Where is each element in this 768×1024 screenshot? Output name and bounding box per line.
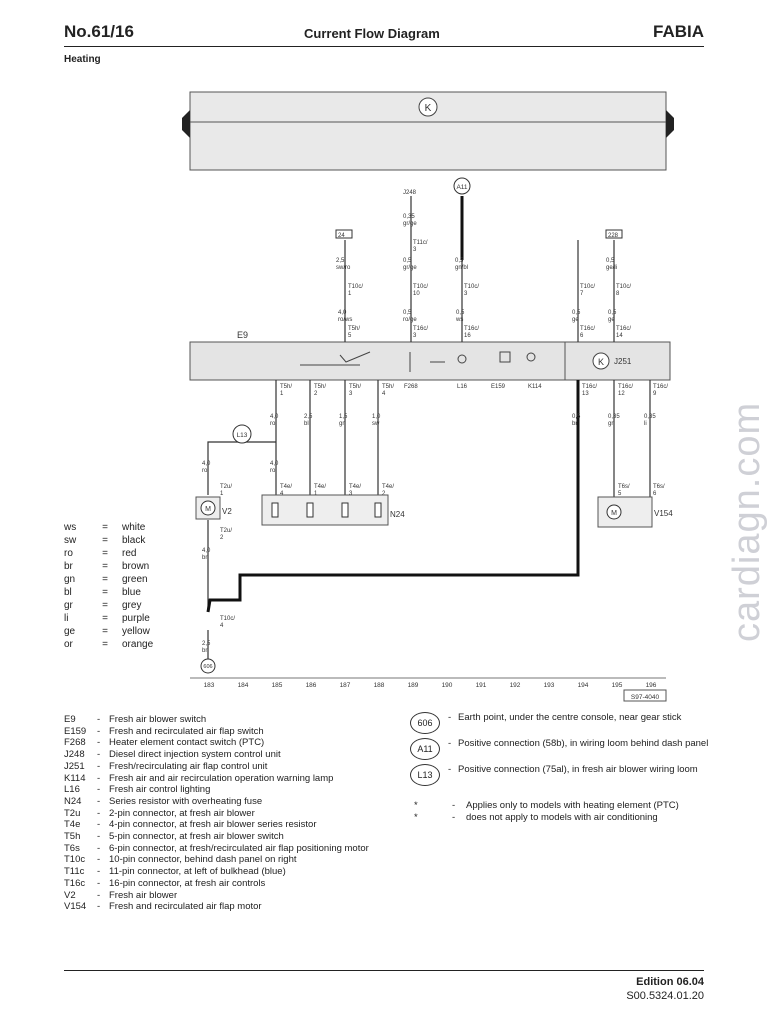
- svg-text:4,0ro: 4,0 ro: [270, 414, 279, 427]
- document-code: S00.5324.01.20: [626, 990, 704, 1002]
- svg-text:E159: E159: [491, 384, 506, 390]
- component-code: T10c: [64, 854, 86, 866]
- svg-text:M: M: [611, 510, 617, 517]
- connection-symbol: 606: [410, 712, 440, 734]
- e9-label: E9: [237, 330, 249, 340]
- track-number: 185: [271, 682, 283, 689]
- legend-equals: =: [102, 639, 108, 650]
- svg-text:L13: L13: [236, 432, 248, 439]
- component-row: J251 - Fresh/recirculating air flap control unit: [64, 761, 369, 773]
- document-title: Current Flow Diagram: [304, 26, 440, 41]
- svg-text:0,5gn/bl: 0,5 gn/bl: [455, 258, 469, 271]
- svg-text:T11c/3: T11c/ 3: [413, 240, 428, 253]
- connection-note: 606 - Earth point, under the centre console, near gear stick: [410, 712, 723, 734]
- track-number: 189: [407, 682, 419, 689]
- track-number: 186: [305, 682, 317, 689]
- component-row: F268 - Heater element contact switch (PTC): [64, 737, 369, 749]
- svg-text:T5h/5: T5h/ 5: [348, 326, 361, 339]
- legend-color-name: orange: [122, 639, 154, 650]
- svg-text:1,0sw: 1,0 sw: [372, 414, 381, 427]
- component-row: L16 - Fresh air control lighting: [64, 784, 369, 796]
- svg-text:K114: K114: [528, 384, 542, 390]
- edition: Edition 06.04: [636, 976, 704, 988]
- svg-text:0,5ws: 0,5 ws: [456, 310, 465, 323]
- component-list: [64, 714, 369, 913]
- component-code: T11c: [64, 866, 85, 878]
- legend-row: [64, 573, 153, 586]
- svg-text:T5h/3: T5h/ 3: [349, 384, 362, 397]
- vehicle-model: FABIA: [653, 22, 704, 41]
- svg-text:0,5gr/ge: 0,5 gr/ge: [403, 258, 417, 271]
- svg-text:T5h/1: T5h/ 1: [280, 384, 293, 397]
- track-number: 191: [475, 682, 487, 689]
- component-code: T16c: [64, 877, 86, 889]
- legend-color-name: brown: [122, 561, 150, 572]
- connection-note: L13 - Positive connection (75al), in fresh air blower wiring loom: [410, 764, 723, 786]
- component-description: Heater element contact switch (PTC): [109, 737, 265, 749]
- svg-text:M: M: [205, 506, 211, 513]
- color-legend: [64, 521, 153, 651]
- v2-label: V2: [222, 507, 232, 516]
- svg-text:2,5br: 2,5 br: [202, 641, 211, 654]
- legend-row: [64, 560, 153, 573]
- legend-code: br: [64, 561, 73, 572]
- component-row: T5h - 5-pin connector, at fresh air blower switch: [64, 831, 369, 843]
- track-number: 183: [203, 682, 215, 689]
- component-row: E159 - Fresh and recirculated air flap switch: [64, 726, 369, 738]
- legend-equals: =: [102, 522, 108, 533]
- svg-text:T10c/10: T10c/ 10: [413, 284, 429, 297]
- svg-text:T16c/13: T16c/ 13: [582, 384, 598, 397]
- component-row: E9 - Fresh air blower switch: [64, 714, 369, 726]
- legend-row: [64, 521, 153, 534]
- legend-equals: =: [102, 548, 108, 559]
- connection-notes: [410, 712, 723, 824]
- component-description: 5-pin connector, at fresh air blower switch: [109, 831, 284, 843]
- legend-equals: =: [102, 535, 108, 546]
- legend-equals: =: [102, 626, 108, 637]
- svg-text:T4e/1: T4e/ 1: [314, 484, 327, 497]
- component-code: N24: [64, 795, 82, 807]
- svg-text:T4e/2: T4e/ 2: [382, 484, 395, 497]
- component-description: Diesel direct injection system control unit: [109, 749, 281, 761]
- connection-note: A11 - Positive connection (58b), in wiring loom behind dash panel: [410, 738, 723, 760]
- connection-description: Positive connection (75al), in fresh air blower wiring loom: [458, 764, 698, 775]
- svg-text:T16c/14: T16c/ 14: [616, 326, 632, 339]
- svg-text:K: K: [424, 103, 432, 114]
- legend-equals: =: [102, 561, 108, 572]
- legend-code: bl: [64, 587, 72, 598]
- svg-text:T4e/3: T4e/ 3: [349, 484, 362, 497]
- svg-text:1,5gn: 1,5 gn: [339, 414, 348, 427]
- component-code: V154: [64, 901, 87, 913]
- component-row: T16c - 16-pin connector, at fresh air controls: [64, 878, 369, 890]
- track-number: 194: [577, 682, 589, 689]
- legend-code: or: [64, 639, 73, 650]
- star-note-description: does not apply to models with air conditioning: [466, 812, 658, 823]
- svg-text:0,35gr/ge: 0,35 gr/ge: [403, 214, 417, 227]
- track-number: 192: [509, 682, 521, 689]
- legend-row: [64, 638, 153, 651]
- connection-description: Positive connection (58b), in wiring loom behind dash panel: [458, 738, 709, 749]
- legend-equals: =: [102, 613, 108, 624]
- legend-equals: =: [102, 574, 108, 585]
- connection-description: Earth point, under the centre console, near gear stick: [458, 712, 682, 723]
- component-row: T4e - 4-pin connector, at fresh air blower series resistor: [64, 819, 369, 831]
- component-row: T11c - 11-pin connector, at left of bulkhead (blue): [64, 866, 369, 878]
- svg-text:606: 606: [203, 664, 213, 670]
- svg-text:T2u/1: T2u/ 1: [220, 484, 233, 497]
- component-description: 4-pin connector, at fresh air blower series resistor: [109, 819, 317, 831]
- connection-symbol: L13: [410, 764, 440, 786]
- component-description: 2-pin connector, at fresh air blower: [109, 807, 255, 819]
- legend-code: gr: [64, 600, 73, 611]
- component-code: L16: [64, 784, 80, 796]
- svg-text:T2u/2: T2u/ 2: [220, 528, 233, 541]
- svg-text:T10c/8: T10c/ 8: [616, 284, 632, 297]
- legend-color-name: purple: [122, 613, 150, 624]
- svg-text:A11: A11: [456, 184, 468, 191]
- svg-text:0,5ro/ge: 0,5 ro/ge: [403, 310, 417, 323]
- legend-equals: =: [102, 587, 108, 598]
- component-row: T2u - 2-pin connector, at fresh air blower: [64, 808, 369, 820]
- svg-text:4,0br: 4,0 br: [202, 548, 211, 561]
- track-number: 184: [237, 682, 249, 689]
- track-number: 193: [543, 682, 555, 689]
- legend-row: [64, 547, 153, 560]
- svg-text:T10c/7: T10c/ 7: [580, 284, 596, 297]
- n24-label: N24: [390, 510, 405, 519]
- document-number: No.61/16: [64, 22, 134, 41]
- component-code: T5h: [64, 831, 81, 843]
- svg-text:24: 24: [338, 233, 345, 239]
- svg-text:T10c/3: T10c/ 3: [464, 284, 480, 297]
- svg-text:4,0ro/ws: 4,0 ro/ws: [338, 310, 353, 323]
- v154-label: V154: [654, 509, 673, 518]
- svg-text:T6s/5: T6s/ 5: [618, 484, 630, 497]
- svg-text:0,35gr: 0,35 gr: [608, 414, 620, 427]
- legend-code: sw: [64, 535, 77, 546]
- legend-color-name: blue: [122, 587, 141, 598]
- svg-text:228: 228: [608, 233, 619, 239]
- svg-text:L16: L16: [457, 384, 468, 390]
- svg-text:K: K: [597, 357, 605, 367]
- legend-color-name: red: [122, 548, 137, 559]
- svg-text:0,5ge/li: 0,5 ge/li: [606, 258, 618, 271]
- svg-text:2,5bl: 2,5 bl: [304, 414, 313, 427]
- svg-text:T16c/12: T16c/ 12: [618, 384, 634, 397]
- legend-color-name: grey: [122, 600, 142, 611]
- component-code: E9: [64, 714, 76, 725]
- track-number: 196: [645, 682, 657, 689]
- svg-text:0,5br: 0,5 br: [572, 414, 581, 427]
- component-code: V2: [64, 889, 76, 901]
- right-arrow-icon: [666, 110, 674, 138]
- component-description: Fresh and recirculated air flap motor: [109, 901, 262, 913]
- star-note-description: Applies only to models with heating element (PTC): [466, 800, 679, 811]
- svg-text:T4e/4: T4e/ 4: [280, 484, 293, 497]
- component-row: J248 - Diesel direct injection system control unit: [64, 749, 369, 761]
- v154-motor-box: [598, 497, 652, 527]
- legend-code: li: [64, 613, 69, 624]
- component-code: T2u: [64, 807, 81, 819]
- svg-text:2,5sw/ro: 2,5 sw/ro: [336, 258, 351, 271]
- legend-color-name: yellow: [122, 626, 150, 637]
- svg-text:4,0ro: 4,0 ro: [270, 461, 279, 474]
- legend-code: gn: [64, 574, 76, 585]
- track-number: 188: [373, 682, 385, 689]
- svg-text:T16c/16: T16c/ 16: [464, 326, 480, 339]
- component-code: T4e: [64, 819, 81, 831]
- j251-label: J251: [614, 357, 632, 366]
- svg-text:0,35li: 0,35 li: [644, 414, 656, 427]
- component-code: K114: [64, 772, 86, 784]
- component-description: Fresh/recirculating air flap control unit: [109, 760, 268, 772]
- svg-text:T16c/9: T16c/ 9: [653, 384, 669, 397]
- component-description: Series resistor with overheating fuse: [109, 795, 263, 807]
- n24-resistor-box: [262, 495, 388, 525]
- svg-text:0,5ge: 0,5 ge: [572, 310, 581, 323]
- track-number: 190: [441, 682, 453, 689]
- legend-row: [64, 612, 153, 625]
- component-description: 11-pin connector, at left of bulkhead (blue): [109, 866, 286, 878]
- component-description: Fresh air and air recirculation operation warning lamp: [109, 772, 334, 784]
- image-code: S97-4040: [630, 694, 660, 701]
- component-description: 16-pin connector, at fresh air controls: [109, 877, 266, 889]
- svg-text:4,0ro: 4,0 ro: [202, 461, 211, 474]
- svg-text:F268: F268: [404, 384, 418, 390]
- svg-text:T10c/4: T10c/ 4: [220, 616, 236, 629]
- legend-row: [64, 599, 153, 612]
- component-code: E159: [64, 725, 87, 737]
- component-row: N24 - Series resistor with overheating fuse: [64, 796, 369, 808]
- legend-code: ge: [64, 626, 76, 637]
- star-note: * - Applies only to models with heating element (PTC): [414, 800, 679, 811]
- legend-equals: =: [102, 600, 108, 611]
- legend-color-name: black: [122, 535, 146, 546]
- connection-symbol: A11: [410, 738, 440, 760]
- svg-text:T5h/4: T5h/ 4: [382, 384, 395, 397]
- left-arrow-icon: [182, 110, 190, 138]
- legend-row: [64, 586, 153, 599]
- component-description: Fresh air blower switch: [109, 714, 207, 725]
- component-description: Fresh air control lighting: [109, 784, 211, 796]
- svg-text:T5h/2: T5h/ 2: [314, 384, 327, 397]
- component-description: Fresh air blower: [109, 889, 178, 901]
- component-description: 10-pin connector, behind dash panel on right: [109, 854, 297, 866]
- track-number: 195: [611, 682, 623, 689]
- component-code: J251: [64, 760, 85, 772]
- watermark: cardiagn.com: [726, 401, 768, 642]
- star-note: * - does not apply to models with air conditioning: [414, 812, 658, 823]
- svg-text:J248: J248: [403, 190, 417, 196]
- component-code: J248: [64, 749, 85, 761]
- legend-row: [64, 625, 153, 638]
- svg-text:T10c/1: T10c/ 1: [348, 284, 364, 297]
- component-row: V2 - Fresh air blower: [64, 890, 369, 902]
- legend-color-name: green: [122, 574, 148, 585]
- track-number: 187: [339, 682, 351, 689]
- svg-text:0,5ge: 0,5 ge: [608, 310, 617, 323]
- section-label: Heating: [64, 54, 101, 65]
- component-description: Fresh and recirculated air flap switch: [109, 725, 264, 737]
- component-row: T6s - 6-pin connector, at fresh/recirculated air flap positioning motor: [64, 842, 369, 854]
- svg-text:T16c/3: T16c/ 3: [413, 326, 429, 339]
- legend-color-name: white: [122, 522, 146, 533]
- component-description: 6-pin connector, at fresh/recirculated air flap positioning motor: [109, 842, 369, 854]
- svg-text:T16c/6: T16c/ 6: [580, 326, 596, 339]
- component-row: V154 - Fresh and recirculated air flap motor: [64, 901, 369, 913]
- component-code: T6s: [64, 842, 80, 854]
- legend-code: ro: [64, 548, 73, 559]
- svg-text:T6s/6: T6s/ 6: [653, 484, 665, 497]
- legend-code: ws: [64, 522, 77, 533]
- footer-rule: [64, 970, 704, 971]
- legend-row: [64, 534, 153, 547]
- component-row: T10c - 10-pin connector, behind dash panel on right: [64, 854, 369, 866]
- component-code: F268: [64, 737, 86, 749]
- component-row: K114 - Fresh air and air recirculation operation warning lamp: [64, 773, 369, 785]
